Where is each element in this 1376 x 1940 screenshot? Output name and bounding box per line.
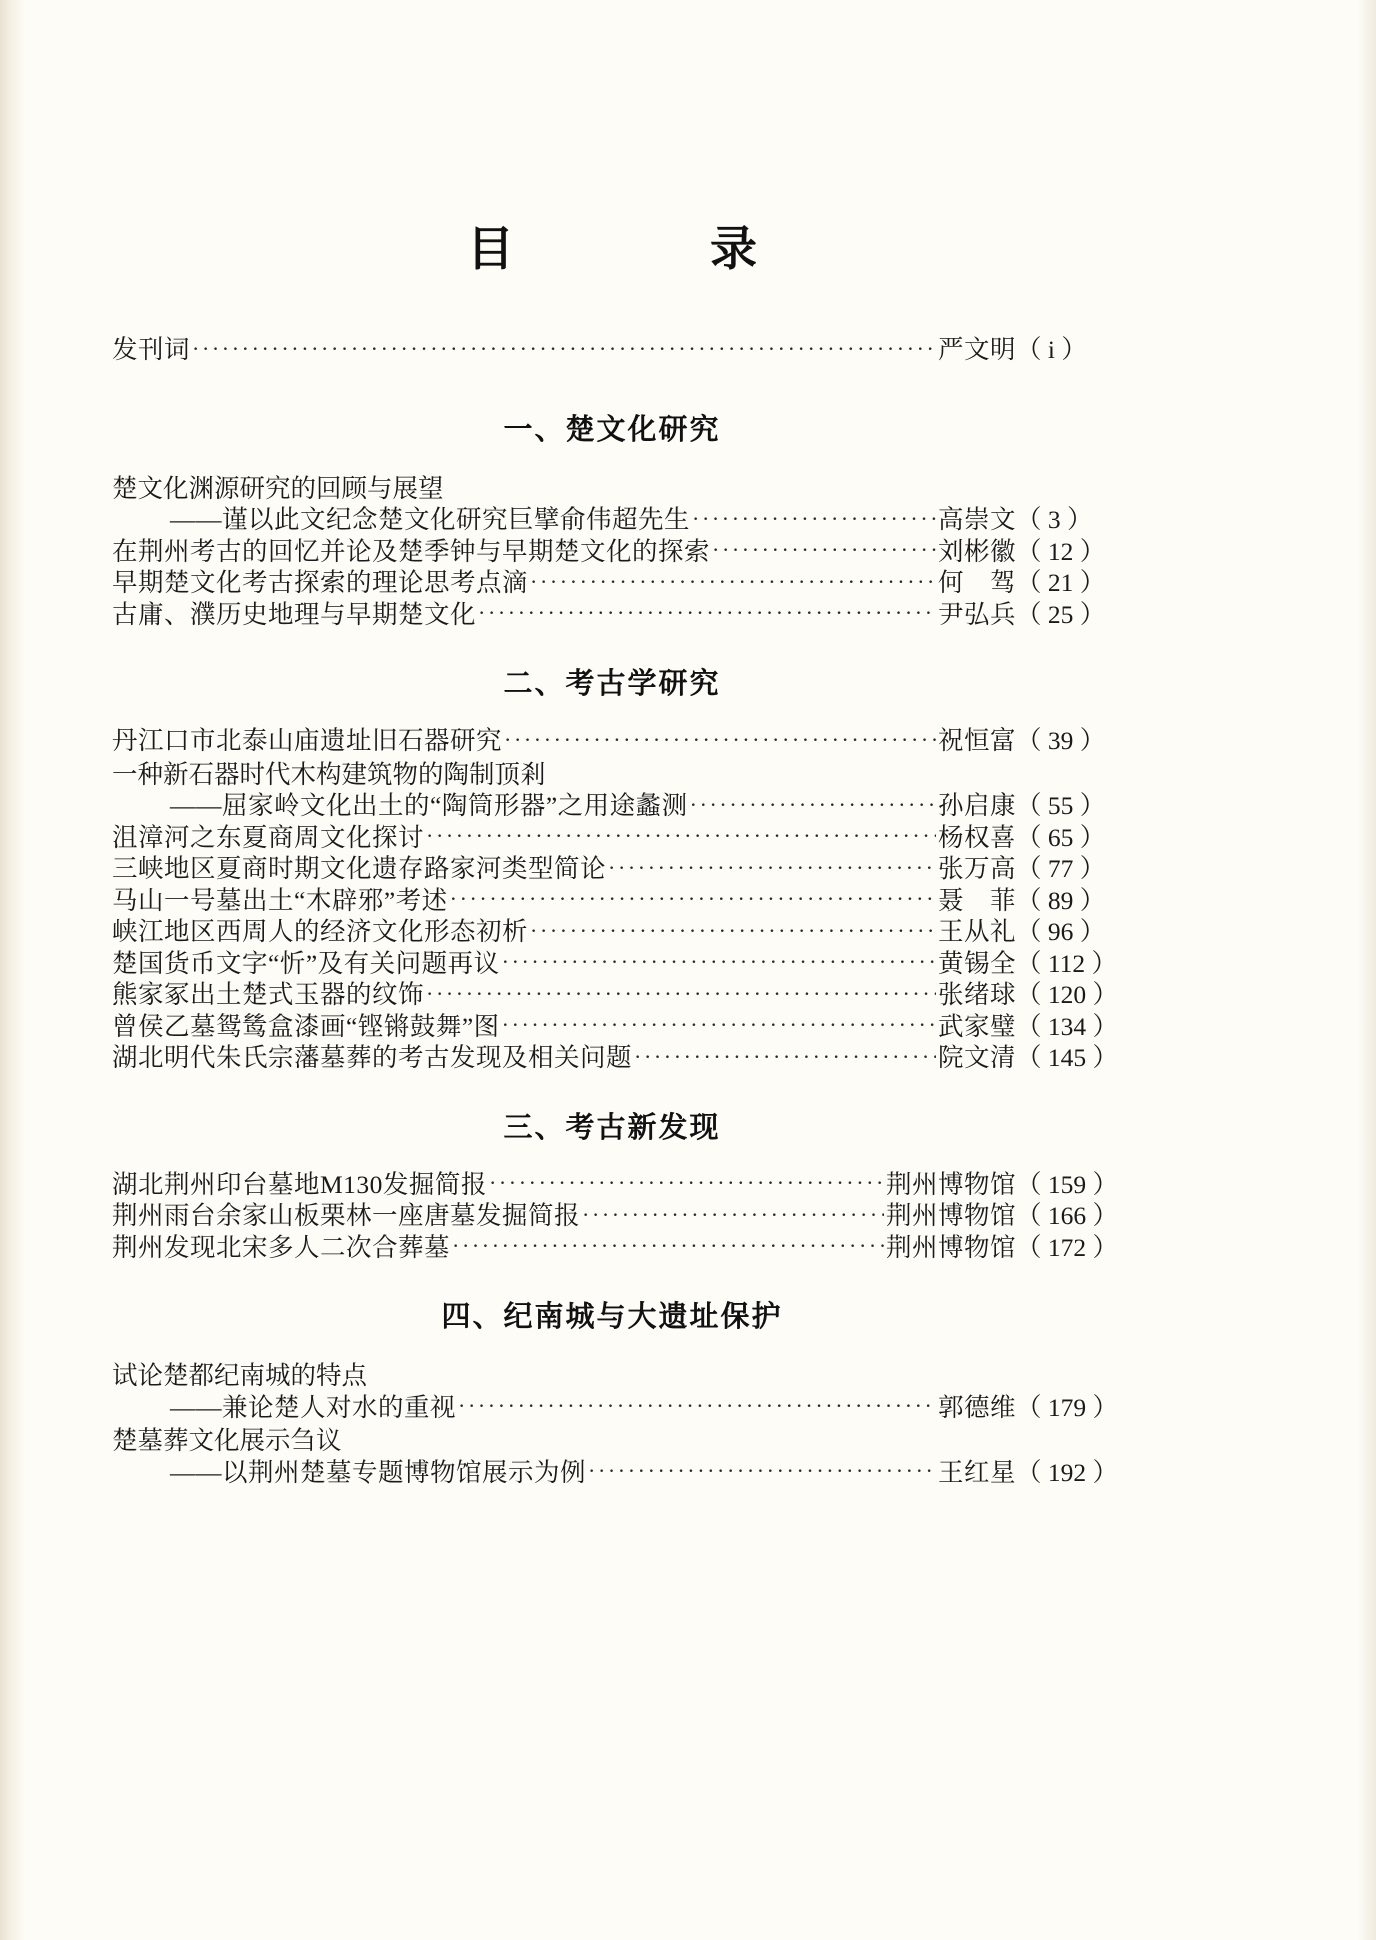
entry-author: 黄锡全 [937, 948, 1016, 978]
section-heading-4: 四、纪南城与大遗址保护 [441, 1299, 783, 1334]
page-title: 目 录 [467, 222, 791, 277]
entry-tail [937, 1011, 1119, 1041]
toc-entry[interactable] [112, 793, 1112, 819]
toc-entry[interactable] [112, 980, 1119, 1010]
entry-tail [938, 507, 1112, 533]
entry-title: 楚国货币文字“忻”及有关问题再议 [112, 948, 500, 978]
toc-entry[interactable] [112, 948, 1118, 978]
toc-entry[interactable] [112, 536, 1112, 566]
entry-page: （ 120 ） [1016, 980, 1119, 1010]
entry-title: 在荆州考古的回忆并论及楚季钟与早期楚文化的探索 [112, 536, 711, 566]
dot-leader [489, 1172, 884, 1192]
entry-author: 武家璧 [937, 1011, 1016, 1041]
entry-tail [937, 1392, 1119, 1422]
dot-leader [634, 1046, 936, 1066]
dot-leader [608, 857, 936, 877]
entry-page: （ 65 ） [1016, 822, 1106, 852]
entry-page: （ 96 ） [1016, 917, 1106, 947]
entry-author: 孙启康 [937, 791, 1016, 821]
entry-author: 王从礼 [937, 917, 1016, 947]
toc-entry[interactable] [112, 822, 1112, 852]
section-heading-2: 二、考古学研究 [503, 666, 721, 701]
entry-tail [938, 793, 1112, 819]
entry-page: （ 77 ） [1016, 854, 1106, 884]
entry-subtitle: ——以荆州楚墓专题博物馆展示为例 [170, 1457, 587, 1487]
entry-author: 刘彬徽 [937, 536, 1016, 566]
entry-tail [937, 980, 1119, 1010]
toc-entry[interactable] [112, 728, 1112, 754]
entry-author: 高崇文 [937, 505, 1016, 535]
entry-tail [938, 337, 1112, 363]
section-heading-1: 一、楚文化研究 [503, 411, 721, 446]
dot-leader [690, 794, 936, 814]
entry-page: （ 21 ） [1016, 568, 1106, 598]
entry-tail [937, 822, 1112, 852]
entry-title: 三峡地区夏商时期文化遗存路家河类型简论 [112, 854, 607, 884]
entry-page: （ 134 ） [1016, 1011, 1119, 1041]
toc-entry[interactable] [112, 885, 1112, 915]
entry-tail [938, 919, 1112, 945]
entry-subtitle: ——谨以此文纪念楚文化研究巨擘俞伟超先生 [170, 505, 691, 535]
entry-page: （ 3 ） [1016, 505, 1093, 535]
entry-tail [885, 1201, 1119, 1231]
entry-title: 沮漳河之东夏商周文化探讨 [112, 822, 425, 852]
toc-entry[interactable] [112, 919, 1112, 945]
dot-leader [692, 508, 936, 528]
entry-title: 古庸、濮历史地理与早期楚文化 [112, 599, 477, 629]
toc-entry[interactable] [112, 570, 1112, 596]
toc-entry[interactable] [112, 1201, 1119, 1231]
entry-author: 严文明 [937, 335, 1016, 364]
entry-author: 荆州博物馆 [885, 1169, 1016, 1199]
entry-author: 院文清 [937, 1043, 1016, 1073]
toc-entry-preface[interactable] [112, 337, 1112, 363]
entry-page: （ 12 ） [1016, 536, 1106, 566]
entry-author: 杨权喜 [937, 822, 1016, 852]
entry-author: 祝恒富 [937, 726, 1016, 756]
entry-page: （ 39 ） [1016, 726, 1106, 756]
entry-author: 何 驾 [937, 568, 1016, 598]
entry-tail [938, 570, 1112, 596]
dot-leader [478, 602, 936, 622]
entry-title: 湖北明代朱氏宗藩墓葬的考古发现及相关问题 [112, 1043, 633, 1073]
dot-leader [458, 1395, 936, 1415]
dot-leader [530, 920, 936, 940]
entry-title: 熊家冢出土楚式玉器的纹饰 [112, 980, 425, 1010]
entry-tail [938, 856, 1112, 882]
entry-author: 张万高 [937, 854, 1016, 884]
entry-author: 郭德维 [937, 1392, 1016, 1422]
entry-title: 丹江口市北泰山庙遗址旧石器研究 [112, 726, 503, 756]
entry-tail [885, 1169, 1119, 1199]
entry-author: 荆州博物馆 [885, 1201, 1016, 1231]
dot-leader [450, 888, 936, 908]
entry-title: 峡江地区西周人的经济文化形态初析 [112, 917, 529, 947]
entry-page: （ 159 ） [1016, 1169, 1119, 1199]
dot-leader [712, 539, 936, 559]
entry-tail [937, 885, 1112, 915]
toc-body [112, 335, 1119, 1487]
dot-leader [502, 1014, 936, 1034]
entry-page: （ 166 ） [1016, 1201, 1119, 1231]
entry-tail [937, 1043, 1119, 1073]
entry-title: 早期楚文化考古探索的理论思考点滴 [112, 568, 529, 598]
toc-entry[interactable] [112, 856, 1112, 882]
dot-leader [426, 825, 936, 845]
dot-leader [588, 1460, 936, 1480]
entry-title: 马山一号墓出土“木辟邪”考述 [112, 885, 448, 915]
entry-title-line: 一种新石器时代木构建筑物的陶制顶剎 [112, 759, 546, 789]
entry-title-line: 楚文化渊源研究的回顾与展望 [112, 473, 444, 503]
entry-tail [937, 1457, 1119, 1487]
toc-entry[interactable] [112, 1392, 1119, 1422]
entry-subtitle: ——兼论楚人对水的重视 [170, 1392, 457, 1422]
dot-leader [502, 951, 936, 971]
entry-page: （ 145 ） [1016, 1043, 1119, 1073]
entry-page: （ i ） [1016, 335, 1087, 364]
entry-tail [937, 948, 1118, 978]
section-heading-3: 三、考古新发现 [503, 1109, 721, 1144]
entry-title: 湖北荆州印台墓地M130发掘简报 [112, 1169, 487, 1199]
entry-tail [938, 728, 1112, 754]
entry-author: 聂 菲 [937, 885, 1016, 915]
toc-entry[interactable] [112, 1457, 1119, 1487]
toc-entry[interactable] [112, 1169, 1119, 1199]
entry-page: （ 179 ） [1016, 1392, 1119, 1422]
dot-leader [426, 983, 936, 1003]
page-content [112, 0, 1119, 1940]
entry-page: （ 112 ） [1016, 948, 1118, 978]
entry-tail [937, 599, 1112, 629]
entry-title: 发刊词 [112, 335, 191, 364]
entry-author: 尹弘兵 [937, 599, 1016, 629]
toc-entry[interactable] [112, 1011, 1119, 1041]
entry-author: 王红星 [937, 1457, 1016, 1487]
dot-leader [582, 1204, 884, 1224]
toc-entry[interactable] [112, 1232, 1119, 1262]
entry-author: 荆州博物馆 [885, 1232, 1016, 1262]
entry-tail [885, 1232, 1119, 1262]
entry-tail [937, 536, 1112, 566]
toc-entry[interactable] [112, 507, 1112, 533]
entry-title: 荆州雨台余家山板栗林一座唐墓发掘简报 [112, 1201, 581, 1231]
entry-title-line: 楚墓葬文化展示刍议 [112, 1426, 342, 1456]
entry-title-line: 试论楚都纪南城的特点 [112, 1361, 368, 1391]
entry-page: （ 172 ） [1016, 1232, 1119, 1262]
entry-subtitle: ——屈家岭文化出土的“陶筒形器”之用途蠡测 [170, 791, 688, 821]
entry-title: 荆州发现北宋多人二次合葬墓 [112, 1232, 451, 1262]
dot-leader [192, 338, 936, 358]
dot-leader [530, 571, 936, 591]
entry-title: 曾侯乙墓鸳鸶盒漆画“铿锵鼓舞”图 [112, 1011, 500, 1041]
toc-entry[interactable] [112, 599, 1112, 629]
dot-leader [452, 1235, 884, 1255]
entry-page: （ 25 ） [1016, 599, 1106, 629]
entry-author: 张绪球 [937, 980, 1016, 1010]
entry-page: （ 89 ） [1016, 885, 1106, 915]
toc-entry[interactable] [112, 1043, 1119, 1073]
entry-page: （ 55 ） [1016, 791, 1106, 821]
dot-leader [504, 729, 936, 749]
entry-page: （ 192 ） [1016, 1457, 1119, 1487]
